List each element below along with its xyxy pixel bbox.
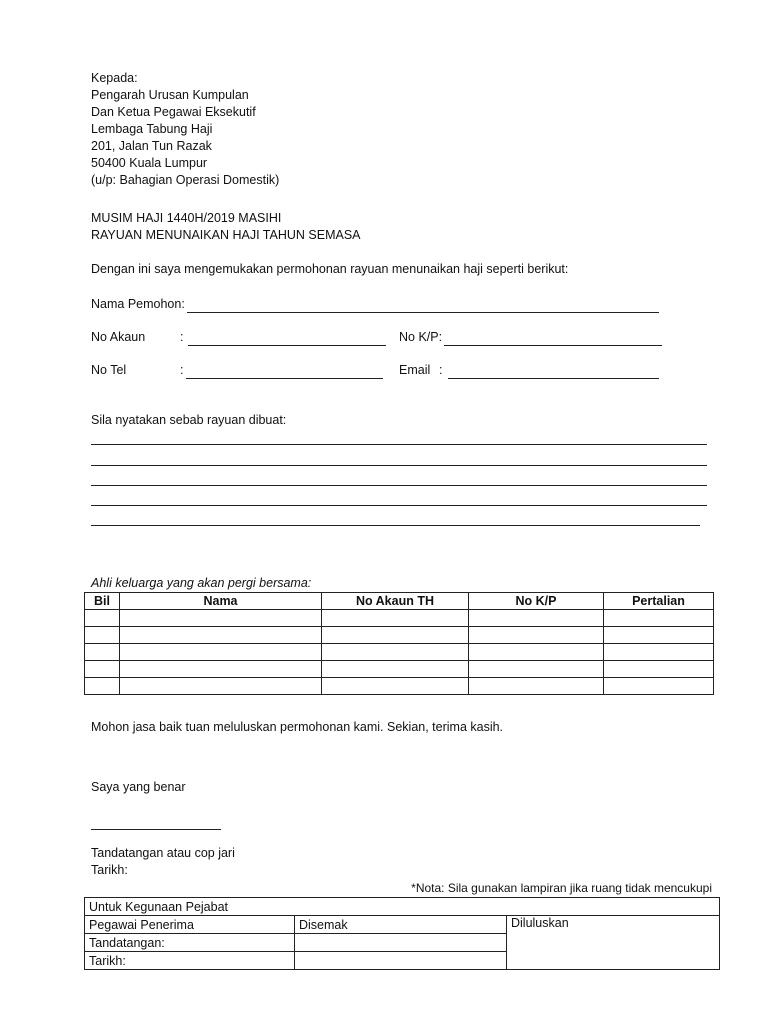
table-cell[interactable] <box>604 627 714 644</box>
table-cell[interactable] <box>604 610 714 627</box>
akaun-colon: : <box>180 330 184 344</box>
column-header-bil: Bil <box>85 593 120 610</box>
email-input-line[interactable] <box>448 378 659 379</box>
email-colon: : <box>439 363 443 377</box>
table-cell[interactable] <box>120 627 322 644</box>
email-label: Email <box>399 363 431 377</box>
office-col-diluluskan[interactable]: Diluluskan <box>507 916 720 970</box>
subject-line-2: RAYUAN MENUNAIKAN HAJI TAHUN SEMASA <box>91 228 361 242</box>
office-sign-label[interactable]: Tandatangan: <box>85 934 295 952</box>
office-col-pegawai: Pegawai Penerima <box>85 916 295 934</box>
family-caption: Ahli keluarga yang akan pergi bersama: <box>91 576 312 590</box>
date-label: Tarikh: <box>91 863 128 877</box>
nama-label: Nama Pemohon: <box>91 297 185 311</box>
akaun-label: No Akaun <box>91 330 146 344</box>
tel-colon: : <box>180 363 184 377</box>
table-cell[interactable] <box>120 644 322 661</box>
family-table <box>84 592 714 695</box>
signoff-text: Saya yang benar <box>91 780 186 794</box>
reason-line[interactable] <box>91 444 707 445</box>
table-cell[interactable] <box>469 661 604 678</box>
office-header-row <box>85 916 720 934</box>
table-row <box>85 627 714 644</box>
table-row <box>85 610 714 627</box>
table-row <box>85 661 714 678</box>
nama-input-line[interactable] <box>187 312 659 313</box>
table-cell[interactable] <box>469 610 604 627</box>
office-sign-cell[interactable] <box>295 934 507 952</box>
signature-line[interactable] <box>91 829 221 830</box>
table-cell[interactable] <box>85 644 120 661</box>
office-col-disemak: Disemak <box>295 916 507 934</box>
address-line: Lembaga Tabung Haji <box>91 122 213 136</box>
table-cell[interactable] <box>322 644 469 661</box>
reason-line[interactable] <box>91 485 707 486</box>
table-cell[interactable] <box>469 644 604 661</box>
reason-line[interactable] <box>91 525 700 526</box>
column-header-pertalian: Pertalian <box>604 593 714 610</box>
table-cell[interactable] <box>322 610 469 627</box>
table-cell[interactable] <box>469 627 604 644</box>
subject-line-1: MUSIM HAJI 1440H/2019 MASIHI <box>91 211 282 225</box>
column-header-nama: Nama <box>120 593 322 610</box>
column-header-kp: No K/P <box>469 593 604 610</box>
reason-label: Sila nyatakan sebab rayuan dibuat: <box>91 413 287 427</box>
address-line: Kepada: <box>91 71 138 85</box>
table-cell[interactable] <box>604 644 714 661</box>
signature-label: Tandatangan atau cop jari <box>91 846 235 860</box>
address-line: (u/p: Bahagian Operasi Domestik) <box>91 173 280 187</box>
table-row <box>85 678 714 695</box>
address-line: Dan Ketua Pegawai Eksekutif <box>91 105 256 119</box>
kp-input-line[interactable] <box>444 345 662 346</box>
table-cell[interactable] <box>604 678 714 695</box>
table-cell[interactable] <box>120 678 322 695</box>
table-cell[interactable] <box>85 627 120 644</box>
note-text: *Nota: Sila gunakan lampiran jika ruang tidak mencukupi <box>411 881 712 895</box>
reason-line[interactable] <box>91 505 707 506</box>
office-title-row <box>85 898 720 916</box>
table-cell[interactable] <box>322 627 469 644</box>
table-cell[interactable] <box>322 678 469 695</box>
tel-label: No Tel <box>91 363 127 377</box>
table-header-row <box>85 593 714 610</box>
intro-text: Dengan ini saya mengemukakan permohonan rayuan menunaikan haji seperti berikut: <box>91 262 569 276</box>
address-line: Pengarah Urusan Kumpulan <box>91 88 249 102</box>
address-line: 50400 Kuala Lumpur <box>91 156 208 170</box>
table-row <box>85 644 714 661</box>
akaun-input-line[interactable] <box>188 345 386 346</box>
office-date-cell[interactable] <box>295 952 507 970</box>
table-cell[interactable] <box>120 661 322 678</box>
tel-input-line[interactable] <box>186 378 383 379</box>
kp-label: No K/P: <box>399 330 443 344</box>
column-header-akaun: No Akaun TH <box>322 593 469 610</box>
table-cell[interactable] <box>322 661 469 678</box>
table-cell[interactable] <box>120 610 322 627</box>
table-cell[interactable] <box>469 678 604 695</box>
table-cell[interactable] <box>85 678 120 695</box>
table-cell[interactable] <box>85 610 120 627</box>
office-date-label[interactable]: Tarikh: <box>85 952 295 970</box>
address-line: 201, Jalan Tun Razak <box>91 139 212 153</box>
office-title: Untuk Kegunaan Pejabat <box>85 898 720 916</box>
table-cell[interactable] <box>604 661 714 678</box>
office-use-table <box>84 897 720 970</box>
table-cell[interactable] <box>85 661 120 678</box>
closing-text: Mohon jasa baik tuan meluluskan permohonan kami. Sekian, terima kasih. <box>91 720 504 734</box>
reason-line[interactable] <box>91 465 707 466</box>
